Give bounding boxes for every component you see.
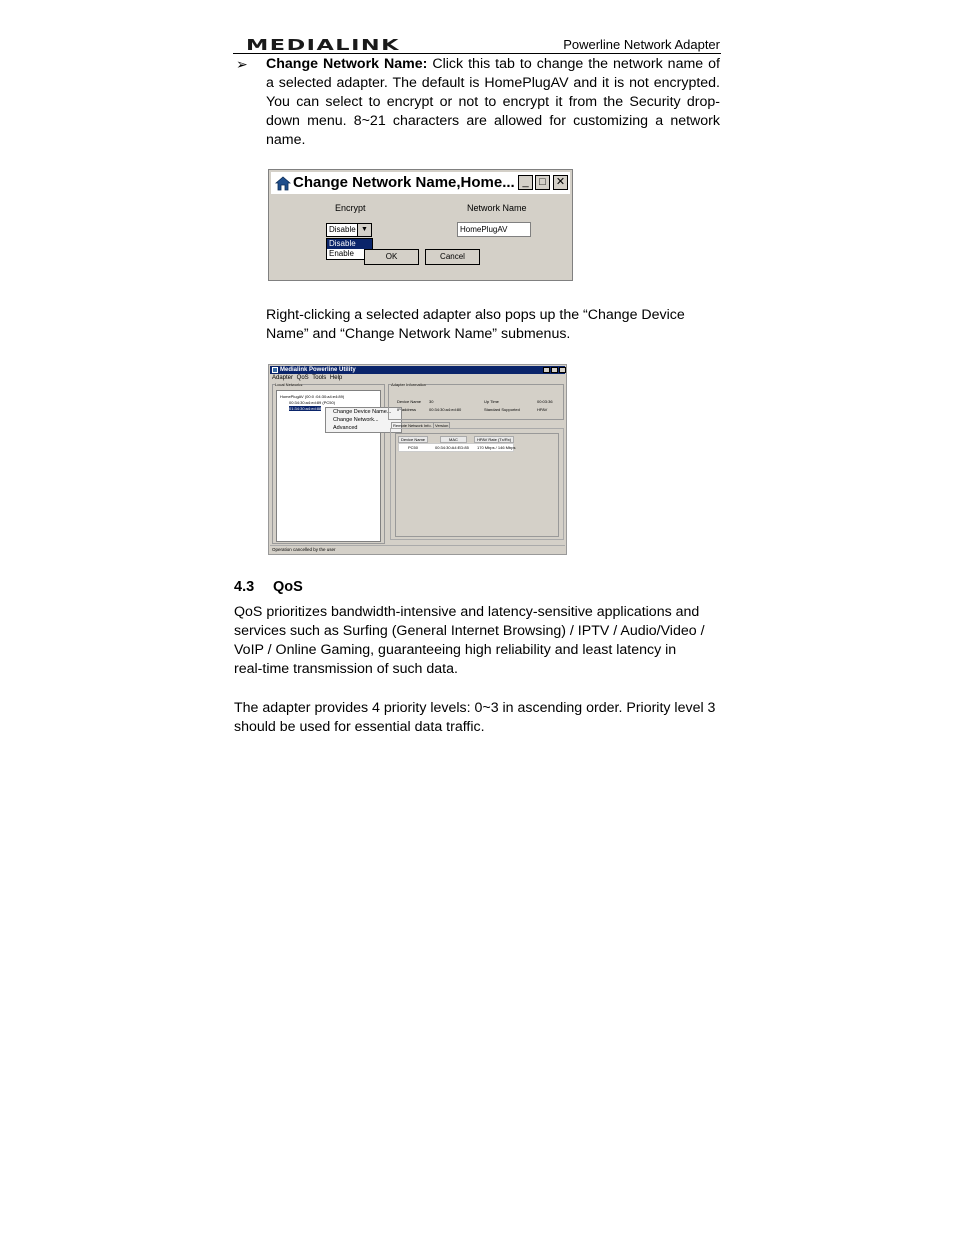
tab-remote-network-info[interactable]: Remote Network Info. [393,423,432,428]
maximize-button[interactable] [551,367,558,373]
remote-network-table [395,433,559,537]
qos-line: VoIP / Online Gaming, guaranteeing high reliability and least latency in [234,642,677,658]
table-row[interactable] [398,443,514,452]
document-header-title: Powerline Network Adapter [563,37,720,52]
close-button[interactable]: ✕ [553,175,568,190]
section-heading [234,579,303,595]
cancel-button[interactable]: Cancel [425,249,480,265]
qos-description-paragraph [234,603,720,679]
bullet-arrow-icon: ➢ [236,56,248,72]
bullet-label: Change Network Name: [266,56,428,72]
qos-line: real-time transmission of such data. [234,661,458,677]
ip-label: IP address [397,407,417,412]
context-item-change-network[interactable]: Change Network... [333,417,379,423]
ip-value: 00:34:30:a4:ed:80 [429,407,462,412]
uptime-label: Up Time [484,399,499,404]
device-name-value: 30 [429,399,434,404]
dialog-titlebar [271,172,570,194]
col-mac[interactable]: MAC [440,436,467,443]
row-device-name: PC50 [408,445,419,450]
tree-root[interactable]: HomePlugAV (00:0 :04:30:a4:e4:89) [280,394,345,399]
maximize-button[interactable]: □ [535,175,550,190]
app-icon [272,367,278,373]
close-button[interactable] [559,367,566,373]
network-name-label: Network Name [467,203,527,213]
encrypt-select[interactable] [326,223,372,237]
qos-line: services such as Surfing (General Internet Browsing) / IPTV / Audio/Video / [234,623,705,639]
adapter-info-group [388,384,564,420]
priority-line: The adapter provides 4 priority levels: 0~3 in ascending order. Priority level 3 [234,700,716,716]
row-mac: 00:34:30:A4:ED:85 [435,445,469,450]
change-network-name-dialog [268,169,573,281]
section-title: QoS [273,579,303,595]
svg-text:MEDIALINK: MEDIALINK [246,37,401,53]
adapter-info-label: Adapter Information [391,382,427,387]
priority-line: should be used for essential data traffic. [234,719,485,735]
menu-bar[interactable]: Adapter QoS Tools Help [272,375,343,381]
chevron-down-icon[interactable]: ▼ [357,224,371,236]
status-bar: Operation cancelled by the user [270,545,565,553]
context-item-advanced[interactable]: Advanced [333,425,358,431]
standard-label: Standard Supported [484,407,520,412]
encrypt-label: Encrypt [335,203,366,213]
utility-title: Medialink Powerline Utility [280,367,356,373]
context-item-change-device-name[interactable]: Change Device Name... [333,409,392,415]
standard-value: HPAV [537,407,548,412]
change-network-name-paragraph [266,55,720,150]
priority-levels-paragraph [234,699,720,737]
col-hpav-rate[interactable]: HPAV Rate (Tx/Rx) [474,436,514,443]
col-device-name[interactable]: Device Name [398,436,428,443]
uptime-value: 00:03:36 [537,399,553,404]
network-name-input[interactable]: HomePlugAV [457,222,531,237]
minimize-button[interactable]: _ [518,175,533,190]
qos-line: QoS prioritizes bandwidth-intensive and latency-sensitive applications and [234,604,700,620]
local-networks-label: Local Networks [275,382,303,387]
device-name-label: Device Name [397,399,422,404]
minimize-button[interactable] [543,367,550,373]
remote-network-panel [390,428,564,540]
dialog-title: Change Network Name,Home... [293,174,515,191]
row-rate: 170 Mbps / 146 Mbps [477,445,516,450]
tree-child-2[interactable]: 01:34:30:a4:ed:88 [289,406,322,411]
bullet-text: Click this tab to change the network name of a selected adapter. The default is HomePlugAV and it is not encrypted. You can select to encrypt or not to encrypt it from the Security drop-down menu. 8~21 characters are allowed for customizing a network name. [266,56,720,148]
tree-child-1[interactable]: 00:34:30:a4:ed:89 (PC50) [289,400,336,405]
utility-titlebar [270,366,565,374]
powerline-utility-window [268,364,567,555]
option-disable[interactable]: Disable [327,239,372,249]
option-enable[interactable]: Enable [329,249,354,258]
medialink-logo [246,37,402,53]
right-click-paragraph: Right-clicking a selected adapter also pops up the “Change Device Name” and “Change Network Name” submenus. [266,307,685,342]
ok-button[interactable]: OK [364,249,419,265]
header-rule [233,53,721,54]
encrypt-select-value: Disable [329,225,356,234]
tab-version[interactable]: Version [435,423,449,428]
home-icon [275,175,291,191]
section-number: 4.3 [234,579,255,595]
